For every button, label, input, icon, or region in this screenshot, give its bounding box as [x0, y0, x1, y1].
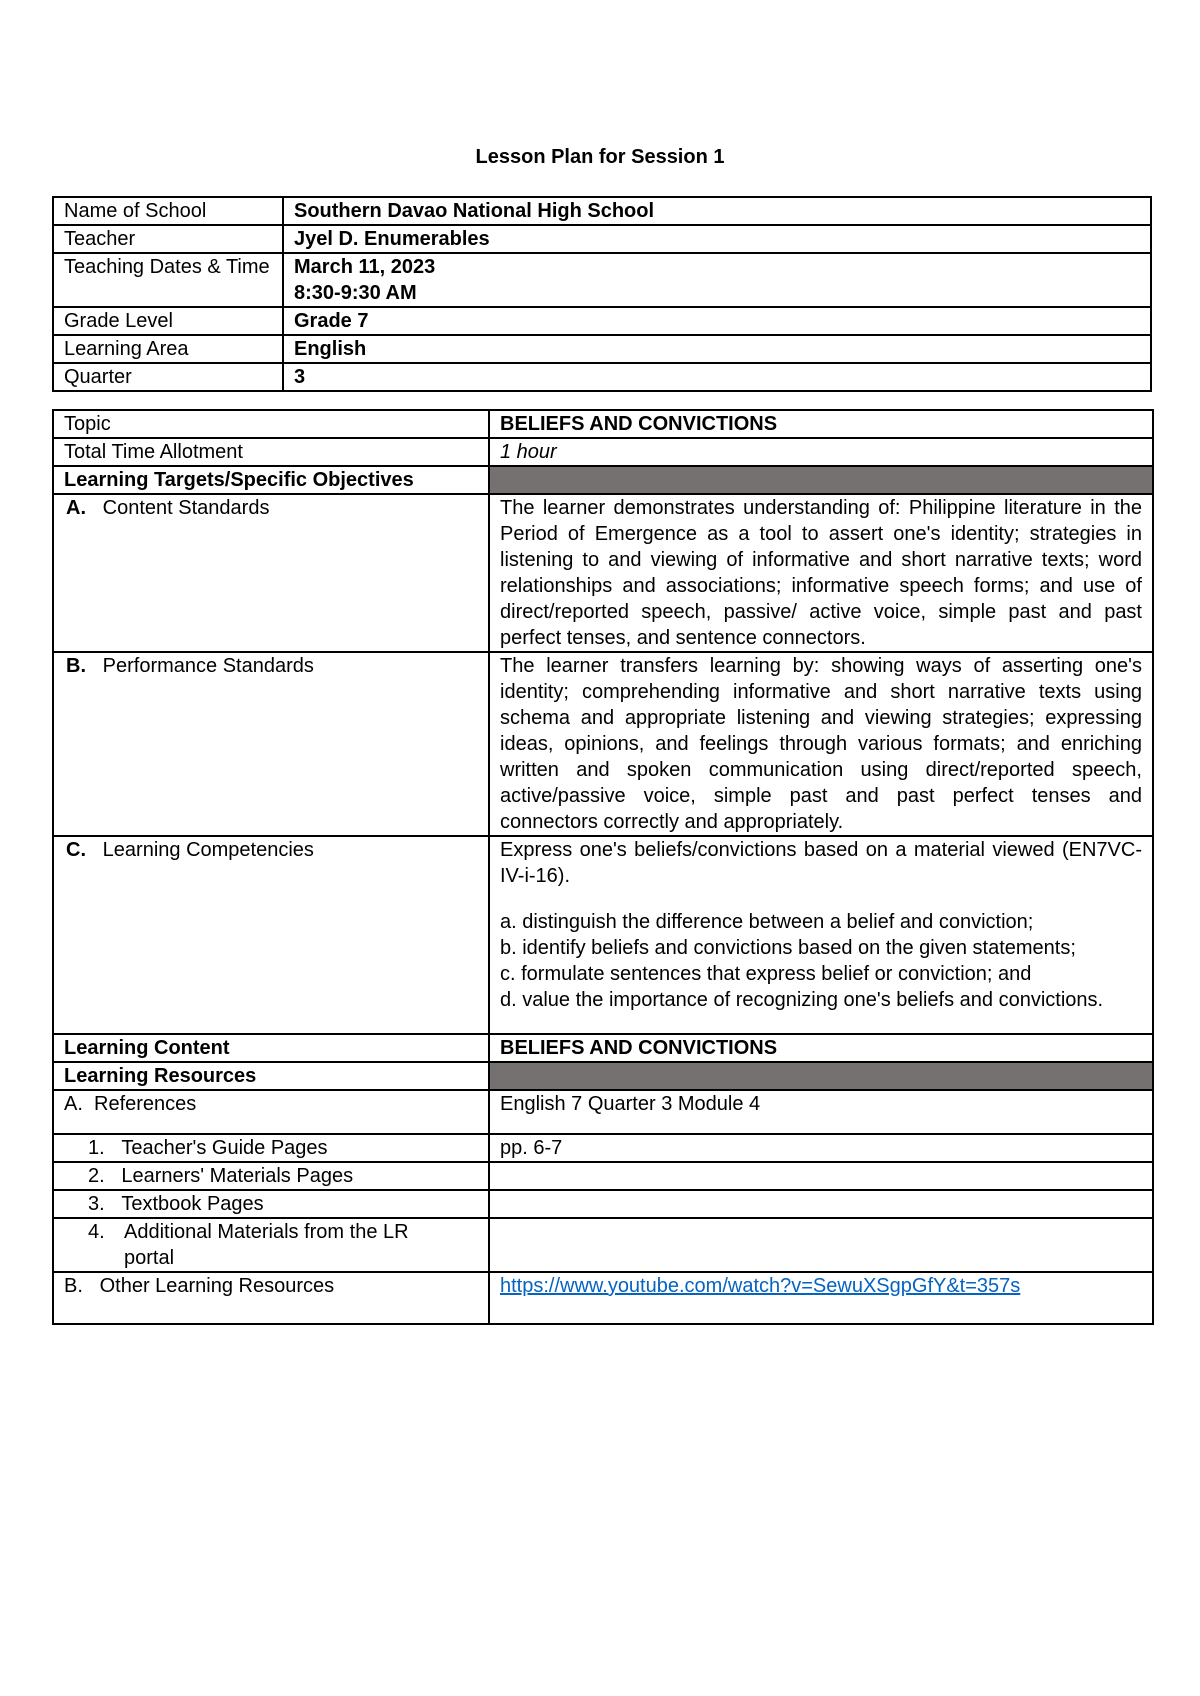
- area-label: Learning Area: [53, 335, 283, 363]
- competency-main: Express one's beliefs/convictions based on a material viewed (EN7VC-IV-i-16).: [500, 839, 1142, 887]
- page-title: Lesson Plan for Session 1: [475, 146, 725, 168]
- tg-pages-label: 1. Teacher's Guide Pages: [53, 1134, 489, 1162]
- textbook-pages-label: 3. Textbook Pages: [53, 1190, 489, 1218]
- lm-pages-value: [489, 1162, 1153, 1190]
- learning-resources-label: Learning Resources: [53, 1062, 489, 1090]
- competencies-text: [489, 836, 1153, 1034]
- quarter-value: 3: [283, 363, 1151, 391]
- learning-content-value: BELIEFS AND CONVICTIONS: [489, 1034, 1153, 1062]
- date-value: March 11, 2023: [294, 256, 436, 278]
- time-allotment-value: 1 hour: [489, 438, 1153, 466]
- objective-b: b. identify beliefs and convictions based on the given statements;: [500, 937, 1076, 959]
- topic-value: BELIEFS AND CONVICTIONS: [489, 410, 1153, 438]
- additional-materials-label: 4. Additional Materials from the LR portal: [53, 1218, 489, 1272]
- objective-a: a. distinguish the difference between a belief and conviction;: [500, 911, 1034, 933]
- tg-pages-value: pp. 6-7: [489, 1134, 1153, 1162]
- grade-value: Grade 7: [283, 307, 1151, 335]
- time-allotment-label: Total Time Allotment: [53, 438, 489, 466]
- targets-label: Learning Targets/Specific Objectives: [53, 466, 489, 494]
- competencies-label: C. Learning Competencies: [53, 836, 489, 1034]
- dates-label: Teaching Dates & Time: [53, 253, 283, 307]
- references-value: English 7 Quarter 3 Module 4: [489, 1090, 1153, 1134]
- time-value: 8:30-9:30 AM: [294, 282, 417, 304]
- learning-content-label: Learning Content: [53, 1034, 489, 1062]
- objective-d: d. value the importance of recognizing one's beliefs and convictions.: [500, 989, 1104, 1011]
- school-info-table: [52, 196, 1152, 392]
- other-resources-label: B. Other Learning Resources: [53, 1272, 489, 1324]
- lm-pages-label: 2. Learners' Materials Pages: [53, 1162, 489, 1190]
- teacher-label: Teacher: [53, 225, 283, 253]
- teacher-value: Jyel D. Enumerables: [283, 225, 1151, 253]
- resources-shaded-cell: [489, 1062, 1153, 1090]
- references-label: A. References: [53, 1090, 489, 1134]
- school-value: Southern Davao National High School: [283, 197, 1151, 225]
- grade-label: Grade Level: [53, 307, 283, 335]
- school-label: Name of School: [53, 197, 283, 225]
- targets-shaded-cell: [489, 466, 1153, 494]
- objective-c: c. formulate sentences that express belief or conviction; and: [500, 963, 1032, 985]
- quarter-label: Quarter: [53, 363, 283, 391]
- lesson-plan-table: [52, 409, 1154, 1325]
- additional-materials-value: [489, 1218, 1153, 1272]
- topic-label: Topic: [53, 410, 489, 438]
- content-standards-text: The learner demonstrates understanding of: Philippine literature in the Period of Emergence as a tool to assert one's identity; strategies in listening to and viewing of informative and short narrative texts; word relationships and associations; informative speech forms; and use of direct/reported speech, passive/ active voice, simple past and past perfect tenses, and sentence connectors.: [489, 494, 1153, 652]
- youtube-link[interactable]: https://www.youtube.com/watch?v=SewuXSgpGfY&t=357s: [500, 1275, 1021, 1297]
- dates-value: [283, 253, 1151, 307]
- performance-standards-text: The learner transfers learning by: showing ways of asserting one's identity; comprehending informative and short narrative texts using schema and appropriate listening and viewing strategies; expressing ideas, opinions, and feelings through various formats; and enriching written and spoken communication using direct/reported speech, active/passive voice, simple past and past perfect tenses and connectors correctly and appropriately.: [489, 652, 1153, 836]
- performance-standards-label: B. Performance Standards: [53, 652, 489, 836]
- other-resources-value: [489, 1272, 1153, 1324]
- content-standards-label: A. Content Standards: [53, 494, 489, 652]
- textbook-pages-value: [489, 1190, 1153, 1218]
- area-value: English: [283, 335, 1151, 363]
